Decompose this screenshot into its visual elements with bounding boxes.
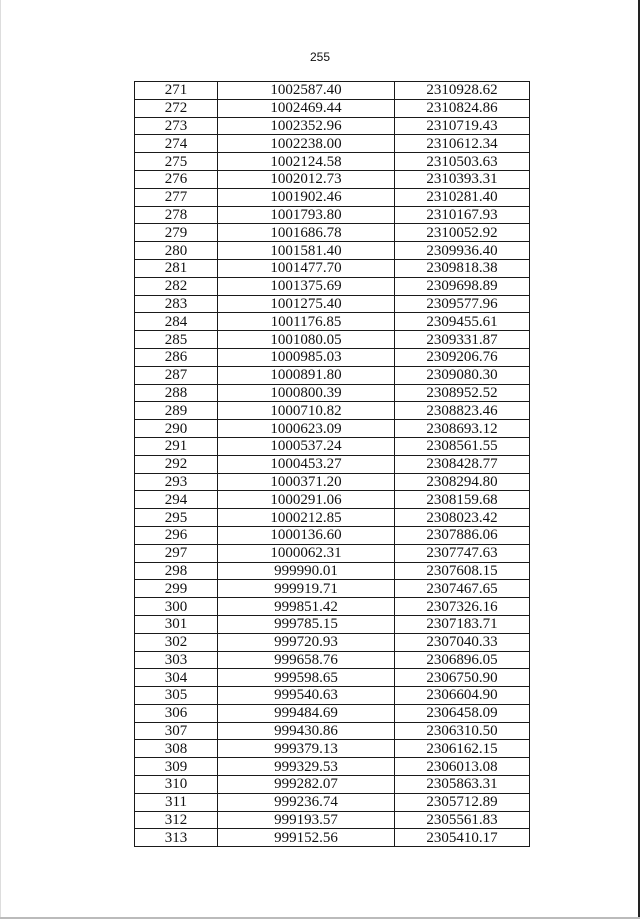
y-coordinate-cell: 2306896.05: [395, 651, 530, 669]
x-coordinate-cell: 1000212.85: [218, 509, 395, 527]
y-coordinate-cell: 2308294.80: [395, 473, 530, 491]
y-coordinate-cell: 2305712.89: [395, 793, 530, 811]
point-number-cell: 273: [135, 117, 218, 135]
y-coordinate-cell: 2309818.38: [395, 259, 530, 277]
x-coordinate-cell: 1000371.20: [218, 473, 395, 491]
table-row: [135, 135, 530, 153]
x-coordinate-cell: 1000136.60: [218, 526, 395, 544]
table-row: [135, 562, 530, 580]
point-number-cell: 299: [135, 580, 218, 598]
x-coordinate-cell: 1001176.85: [218, 313, 395, 331]
y-coordinate-cell: 2306750.90: [395, 669, 530, 687]
y-coordinate-cell: 2308693.12: [395, 420, 530, 438]
point-number-cell: 309: [135, 758, 218, 776]
table-row: [135, 491, 530, 509]
x-coordinate-cell: 999484.69: [218, 704, 395, 722]
y-coordinate-cell: 2310052.92: [395, 224, 530, 242]
point-number-cell: 300: [135, 598, 218, 616]
y-coordinate-cell: 2307183.71: [395, 615, 530, 633]
y-coordinate-cell: 2310167.93: [395, 206, 530, 224]
table-row: [135, 580, 530, 598]
y-coordinate-cell: 2307467.65: [395, 580, 530, 598]
point-number-cell: 304: [135, 669, 218, 687]
x-coordinate-cell: 999236.74: [218, 793, 395, 811]
table-row: [135, 722, 530, 740]
x-coordinate-cell: 999379.13: [218, 740, 395, 758]
point-number-cell: 298: [135, 562, 218, 580]
point-number-cell: 307: [135, 722, 218, 740]
table-row: [135, 153, 530, 171]
point-number-cell: 311: [135, 793, 218, 811]
point-number-cell: 295: [135, 509, 218, 527]
point-number-cell: 302: [135, 633, 218, 651]
x-coordinate-cell: 999919.71: [218, 580, 395, 598]
x-coordinate-cell: 1000062.31: [218, 544, 395, 562]
point-number-cell: 280: [135, 242, 218, 260]
x-coordinate-cell: 999193.57: [218, 811, 395, 829]
table-row: [135, 526, 530, 544]
coordinate-table-body: [135, 82, 530, 847]
x-coordinate-cell: 1000623.09: [218, 420, 395, 438]
table-row: [135, 331, 530, 349]
x-coordinate-cell: 999329.53: [218, 758, 395, 776]
y-coordinate-cell: 2308428.77: [395, 455, 530, 473]
table-row: [135, 224, 530, 242]
table-row: [135, 829, 530, 847]
page-edge-left: [0, 0, 1, 919]
table-row: [135, 188, 530, 206]
y-coordinate-cell: 2309936.40: [395, 242, 530, 260]
y-coordinate-cell: 2309206.76: [395, 348, 530, 366]
table-row: [135, 313, 530, 331]
table-row: [135, 473, 530, 491]
table-row: [135, 348, 530, 366]
x-coordinate-cell: 1000537.24: [218, 437, 395, 455]
point-number-cell: 281: [135, 259, 218, 277]
point-number-cell: 278: [135, 206, 218, 224]
y-coordinate-cell: 2306310.50: [395, 722, 530, 740]
y-coordinate-cell: 2307747.63: [395, 544, 530, 562]
table-row: [135, 366, 530, 384]
point-number-cell: 296: [135, 526, 218, 544]
x-coordinate-cell: 1000710.82: [218, 402, 395, 420]
table-row: [135, 242, 530, 260]
x-coordinate-cell: 1001793.80: [218, 206, 395, 224]
table-row: [135, 669, 530, 687]
x-coordinate-cell: 999851.42: [218, 598, 395, 616]
point-number-cell: 306: [135, 704, 218, 722]
x-coordinate-cell: 999720.93: [218, 633, 395, 651]
point-number-cell: 312: [135, 811, 218, 829]
x-coordinate-cell: 1000291.06: [218, 491, 395, 509]
table-row: [135, 117, 530, 135]
point-number-cell: 277: [135, 188, 218, 206]
table-row: [135, 437, 530, 455]
point-number-cell: 272: [135, 99, 218, 117]
x-coordinate-cell: 999785.15: [218, 615, 395, 633]
table-row: [135, 170, 530, 188]
table-row: [135, 455, 530, 473]
table-row: [135, 277, 530, 295]
y-coordinate-cell: 2310928.62: [395, 82, 530, 100]
y-coordinate-cell: 2306458.09: [395, 704, 530, 722]
coordinate-table: [134, 81, 530, 847]
point-number-cell: 290: [135, 420, 218, 438]
x-coordinate-cell: 1001477.70: [218, 259, 395, 277]
x-coordinate-cell: 999282.07: [218, 776, 395, 794]
y-coordinate-cell: 2308561.55: [395, 437, 530, 455]
table-row: [135, 793, 530, 811]
point-number-cell: 275: [135, 153, 218, 171]
x-coordinate-cell: 1000800.39: [218, 384, 395, 402]
table-row: [135, 259, 530, 277]
table-row: [135, 384, 530, 402]
x-coordinate-cell: 1002124.58: [218, 153, 395, 171]
y-coordinate-cell: 2308159.68: [395, 491, 530, 509]
y-coordinate-cell: 2310612.34: [395, 135, 530, 153]
x-coordinate-cell: 1002012.73: [218, 170, 395, 188]
point-number-cell: 285: [135, 331, 218, 349]
point-number-cell: 289: [135, 402, 218, 420]
point-number-cell: 301: [135, 615, 218, 633]
y-coordinate-cell: 2307040.33: [395, 633, 530, 651]
table-row: [135, 651, 530, 669]
x-coordinate-cell: 1001902.46: [218, 188, 395, 206]
y-coordinate-cell: 2306162.15: [395, 740, 530, 758]
table-row: [135, 615, 530, 633]
x-coordinate-cell: 1001581.40: [218, 242, 395, 260]
x-coordinate-cell: 1002587.40: [218, 82, 395, 100]
y-coordinate-cell: 2306604.90: [395, 687, 530, 705]
point-number-cell: 297: [135, 544, 218, 562]
table-row: [135, 758, 530, 776]
y-coordinate-cell: 2307608.15: [395, 562, 530, 580]
point-number-cell: 310: [135, 776, 218, 794]
table-row: [135, 402, 530, 420]
x-coordinate-cell: 1000985.03: [218, 348, 395, 366]
x-coordinate-cell: 1002238.00: [218, 135, 395, 153]
table-row: [135, 99, 530, 117]
y-coordinate-cell: 2307886.06: [395, 526, 530, 544]
point-number-cell: 294: [135, 491, 218, 509]
x-coordinate-cell: 1000453.27: [218, 455, 395, 473]
point-number-cell: 292: [135, 455, 218, 473]
x-coordinate-cell: 999152.56: [218, 829, 395, 847]
y-coordinate-cell: 2305410.17: [395, 829, 530, 847]
point-number-cell: 287: [135, 366, 218, 384]
table-row: [135, 295, 530, 313]
point-number-cell: 283: [135, 295, 218, 313]
x-coordinate-cell: 1002469.44: [218, 99, 395, 117]
table-row: [135, 687, 530, 705]
y-coordinate-cell: 2310503.63: [395, 153, 530, 171]
y-coordinate-cell: 2305863.31: [395, 776, 530, 794]
point-number-cell: 303: [135, 651, 218, 669]
table-row: [135, 598, 530, 616]
y-coordinate-cell: 2306013.08: [395, 758, 530, 776]
y-coordinate-cell: 2310281.40: [395, 188, 530, 206]
y-coordinate-cell: 2309080.30: [395, 366, 530, 384]
point-number-cell: 313: [135, 829, 218, 847]
x-coordinate-cell: 1000891.80: [218, 366, 395, 384]
y-coordinate-cell: 2307326.16: [395, 598, 530, 616]
x-coordinate-cell: 999990.01: [218, 562, 395, 580]
y-coordinate-cell: 2305561.83: [395, 811, 530, 829]
y-coordinate-cell: 2308952.52: [395, 384, 530, 402]
table-row: [135, 633, 530, 651]
table-row: [135, 420, 530, 438]
x-coordinate-cell: 999658.76: [218, 651, 395, 669]
x-coordinate-cell: 1001275.40: [218, 295, 395, 313]
point-number-cell: 271: [135, 82, 218, 100]
y-coordinate-cell: 2309455.61: [395, 313, 530, 331]
x-coordinate-cell: 999430.86: [218, 722, 395, 740]
x-coordinate-cell: 1002352.96: [218, 117, 395, 135]
point-number-cell: 279: [135, 224, 218, 242]
table-row: [135, 811, 530, 829]
x-coordinate-cell: 999540.63: [218, 687, 395, 705]
point-number-cell: 293: [135, 473, 218, 491]
x-coordinate-cell: 1001686.78: [218, 224, 395, 242]
point-number-cell: 305: [135, 687, 218, 705]
point-number-cell: 291: [135, 437, 218, 455]
table-row: [135, 206, 530, 224]
y-coordinate-cell: 2308823.46: [395, 402, 530, 420]
x-coordinate-cell: 999598.65: [218, 669, 395, 687]
table-row: [135, 704, 530, 722]
y-coordinate-cell: 2308023.42: [395, 509, 530, 527]
x-coordinate-cell: 1001375.69: [218, 277, 395, 295]
table-row: [135, 509, 530, 527]
point-number-cell: 286: [135, 348, 218, 366]
table-row: [135, 82, 530, 100]
table-row: [135, 544, 530, 562]
point-number-cell: 276: [135, 170, 218, 188]
x-coordinate-cell: 1001080.05: [218, 331, 395, 349]
page-number: 255: [309, 50, 331, 64]
y-coordinate-cell: 2309698.89: [395, 277, 530, 295]
table-row: [135, 740, 530, 758]
point-number-cell: 284: [135, 313, 218, 331]
y-coordinate-cell: 2310719.43: [395, 117, 530, 135]
point-number-cell: 288: [135, 384, 218, 402]
point-number-cell: 308: [135, 740, 218, 758]
y-coordinate-cell: 2310393.31: [395, 170, 530, 188]
table-row: [135, 776, 530, 794]
point-number-cell: 274: [135, 135, 218, 153]
y-coordinate-cell: 2309577.96: [395, 295, 530, 313]
y-coordinate-cell: 2310824.86: [395, 99, 530, 117]
point-number-cell: 282: [135, 277, 218, 295]
y-coordinate-cell: 2309331.87: [395, 331, 530, 349]
